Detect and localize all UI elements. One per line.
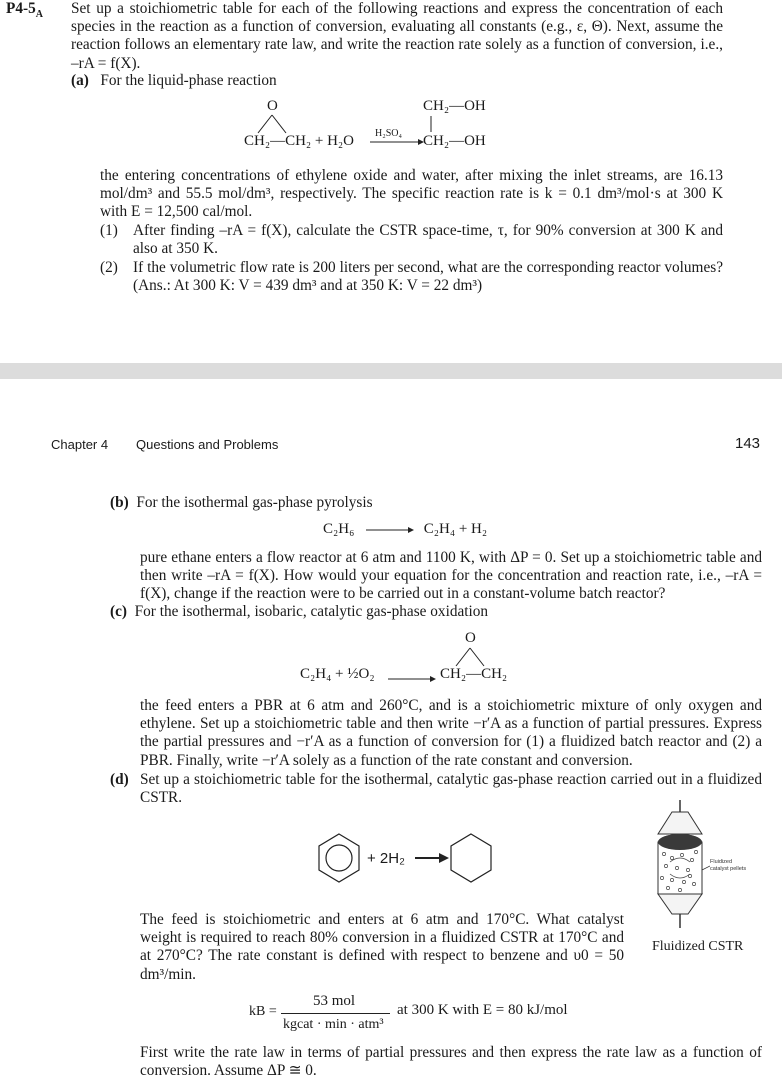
running-header-section: Questions and Problems bbox=[136, 437, 279, 452]
reactor-pellets-label: Fluidized catalyst pellets bbox=[710, 859, 747, 872]
rate-constant-lhs: kB = bbox=[249, 1004, 277, 1019]
part-a-item-1: (1) After finding –rA = f(X), calculate the CSTR space-time, τ, for 90% conversion at 300 K and also at 350 K. bbox=[100, 222, 723, 258]
part-a-text: the entering concentrations of ethylene oxide and water, after mixing the inlet streams, are 16.13 mol/dm³ and 55.5 mol/dm³, respectively. The specific reaction rate is k = 0.1 dm³/mol·s at 300 K with E = 12,500 cal/mol. bbox=[100, 167, 723, 221]
reaction-b bbox=[323, 521, 487, 538]
running-header-chapter: Chapter 4 bbox=[51, 437, 109, 452]
part-b-heading: (b) For the isothermal gas-phase pyrolysis bbox=[110, 494, 373, 511]
hydrogen-label: + 2H₂ bbox=[367, 850, 405, 867]
benzene-ring bbox=[315, 832, 363, 884]
cyclohexane-ring bbox=[447, 832, 495, 884]
part-b-text: pure ethane enters a flow reactor at 6 atm and 1100 K, with ΔP = 0. Set up a stoichiometric table and then write –rA = f(X). How would your equation for the concentration and reaction rate, i.e., –rA = f(X), change if the reaction were to be carried out in a constant-volume batch reactor? bbox=[140, 549, 762, 603]
reaction-arrow bbox=[364, 525, 414, 535]
reaction-arrow bbox=[415, 853, 449, 863]
reaction-c-left: C₂H₄ + ½O₂ bbox=[300, 666, 375, 682]
problem-intro: Set up a stoichiometric table for each of the following reactions and express the concentration of each species in the reaction as a function of conversion, evaluating all constants (e.g., ε, Θ). Next, assume the reaction follows an elementary rate law, and write the reaction rate solely as a function of conversion, i.e., –rA = f(X). bbox=[71, 0, 723, 72]
part-a-item-2: (2) If the volumetric flow rate is 200 liters per second, what are the corresponding reactor volumes? (Ans.: At 300 K: V = 439 dm³ and at 350 K: V = 22 dm³) bbox=[100, 259, 723, 295]
reaction-d-diagram bbox=[315, 832, 495, 884]
fluidized-cstr-figure bbox=[650, 800, 760, 930]
glycol-bottom: CH₂—OH bbox=[423, 133, 486, 149]
rate-constant-denominator: kgcat · min · atm³ bbox=[283, 1017, 384, 1032]
epoxide-ring-lines bbox=[254, 113, 290, 135]
reaction-arrow bbox=[370, 137, 424, 147]
page-number: 143 bbox=[735, 435, 761, 452]
ethylene-oxide-oxygen: O bbox=[465, 630, 476, 646]
epoxide-chain: CH₂—CH₂ + H₂O bbox=[244, 133, 354, 149]
fraction-bar bbox=[281, 1013, 390, 1014]
reaction-b-right: C₂H₄ + H₂ bbox=[423, 521, 488, 537]
glycol-top: CH₂—OH bbox=[423, 98, 486, 114]
reaction-b-left: C₂H₆ bbox=[323, 521, 355, 537]
part-c-text: the feed enters a PBR at 6 atm and 260°C, and is a stoichiometric mixture of only oxygen and ethylene. Set up a stoichiometric table and then write −r′A as a function of partial pressures. Express the partial pressures and −r′A as a function of conversion for (1) a fluidized batch reactor and (2) a PBR. Finally, write −r′A solely as a function of the rate constant and conversion. bbox=[140, 697, 762, 769]
glycol-bond bbox=[429, 116, 433, 132]
rate-constant-numerator: 53 mol bbox=[313, 993, 356, 1009]
reactor-caption: Fluidized CSTR bbox=[652, 939, 744, 954]
reactor-vessel-icon bbox=[650, 800, 710, 930]
reaction-a-diagram bbox=[240, 95, 500, 155]
part-d-text: The feed is stoichiometric and enters at 6 atm and 170°C. What catalyst weight is required to reach 80% conversion in a fluidized CSTR at 170°C and at 270°C? The rate constant is defined with respect to benzene and υ0 = 50 dm³/min. bbox=[140, 911, 624, 983]
problem-number: $P4-5_A$ bbox=[6, 0, 43, 21]
part-a-heading: (a) For the liquid-phase reaction bbox=[71, 72, 277, 89]
part-d-heading: (d) Set up a stoichiometric table for the isothermal, catalytic gas-phase reaction carried out in a fluidized CSTR. bbox=[110, 771, 762, 807]
epoxide-oxygen: O bbox=[267, 98, 278, 114]
reaction-c-diagram bbox=[300, 628, 540, 688]
reaction-c-product: CH₂—CH₂ bbox=[440, 666, 508, 682]
rate-constant-conditions: at 300 K with E = 80 kJ/mol bbox=[397, 1002, 568, 1018]
part-d-closing: First write the rate law in terms of partial pressures and then express the rate law as a function of conversion. Assume ΔP ≅ 0. bbox=[140, 1044, 762, 1079]
reaction-arrow bbox=[388, 674, 436, 684]
part-c-heading: (c) For the isothermal, isobaric, catalytic gas-phase oxidation bbox=[110, 603, 489, 620]
catalyst-label: H₂SO₄ bbox=[375, 128, 402, 139]
epoxide-ring-lines bbox=[452, 646, 488, 668]
page-divider bbox=[0, 363, 782, 379]
